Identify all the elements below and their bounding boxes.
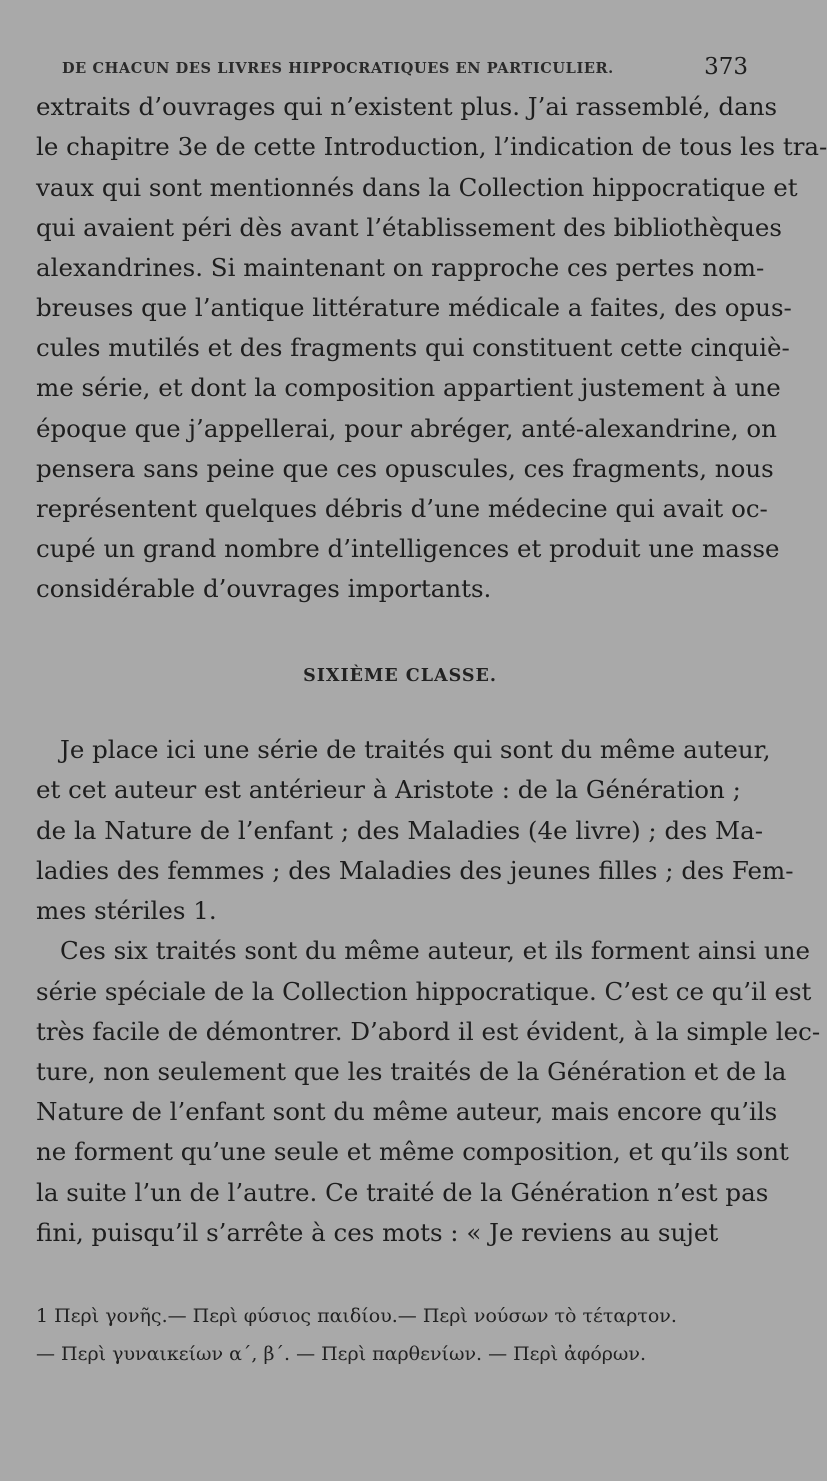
text-line: ladies des femmes ; des Maladies des jeunes filles ; des Fem- [36, 856, 794, 885]
running-header [62, 56, 752, 86]
text-line: extraits d’ouvrages qui n’existent plus. J’ai rassemblé, dans [36, 92, 778, 121]
text-line: me série, et dont la composition appartient justement à une [36, 373, 781, 402]
running-title: DE CHACUN DES LIVRES HIPPOCRATIQUES EN PARTICULIER. [62, 60, 614, 77]
text-line: mes stériles 1. [36, 896, 217, 925]
footnote-line: — Περὶ γυναικείων α΄, β΄. — Περὶ παρθενίων. — Περὶ ἀφόρων. [36, 1343, 647, 1365]
text-line: de la Nature de l’enfant ; des Maladies (4e livre) ; des Ma- [36, 816, 763, 845]
text-line: ne forment qu’une seule et même composition, et qu’ils sont [36, 1137, 789, 1166]
text-line: et cet auteur est antérieur à Aristote : de la Génération ; [36, 775, 741, 804]
text-line: qui avaient péri dès avant l’établissement des bibliothèques [36, 213, 782, 242]
text-line: fini, puisqu’il s’arrête à ces mots : « Je reviens au sujet [36, 1218, 719, 1247]
text-line: cupé un grand nombre d’intelligences et produit une masse [36, 534, 780, 563]
text-line: cules mutilés et des fragments qui constituent cette cinquiè- [36, 333, 790, 362]
page-number: 373 [704, 54, 748, 80]
text-line: série spéciale de la Collection hippocratique. C’est ce qu’il est [36, 977, 812, 1006]
text-line: très facile de démontrer. D’abord il est évident, à la simple lec- [36, 1017, 821, 1046]
text-line: vaux qui sont mentionnés dans la Collection hippocratique et [36, 173, 798, 202]
text-line: pensera sans peine que ces opuscules, ces fragments, nous [36, 454, 774, 483]
section-title: SIXIÈME CLASSE. [303, 666, 497, 686]
footnote-line: 1 Περὶ γονῆς.— Περὶ φύσιος παιδίου.— Περὶ νούσων τὸ τέταρτον. [36, 1305, 677, 1327]
text-line: alexandrines. Si maintenant on rapproche ces pertes nom- [36, 253, 765, 282]
text-line: Nature de l’enfant sont du même auteur, mais encore qu’ils [36, 1097, 778, 1126]
text-line: breuses que l’antique littérature médicale a faites, des opus- [36, 293, 792, 322]
text-line: considérable d’ouvrages importants. [36, 574, 492, 603]
text-line: ture, non seulement que les traités de la Génération et de la [36, 1057, 787, 1086]
text-line: le chapitre 3e de cette Introduction, l’indication de tous les tra- [36, 132, 827, 161]
text-line: époque que j’appellerai, pour abréger, anté-alexandrine, on [36, 414, 777, 443]
text-line: Je place ici une série de traités qui sont du même auteur, [60, 735, 771, 764]
text-line: représentent quelques débris d’une médecine qui avait oc- [36, 494, 768, 523]
text-line: Ces six traités sont du même auteur, et ils forment ainsi une [60, 936, 810, 965]
text-line: la suite l’un de l’autre. Ce traité de la Génération n’est pas [36, 1178, 769, 1207]
